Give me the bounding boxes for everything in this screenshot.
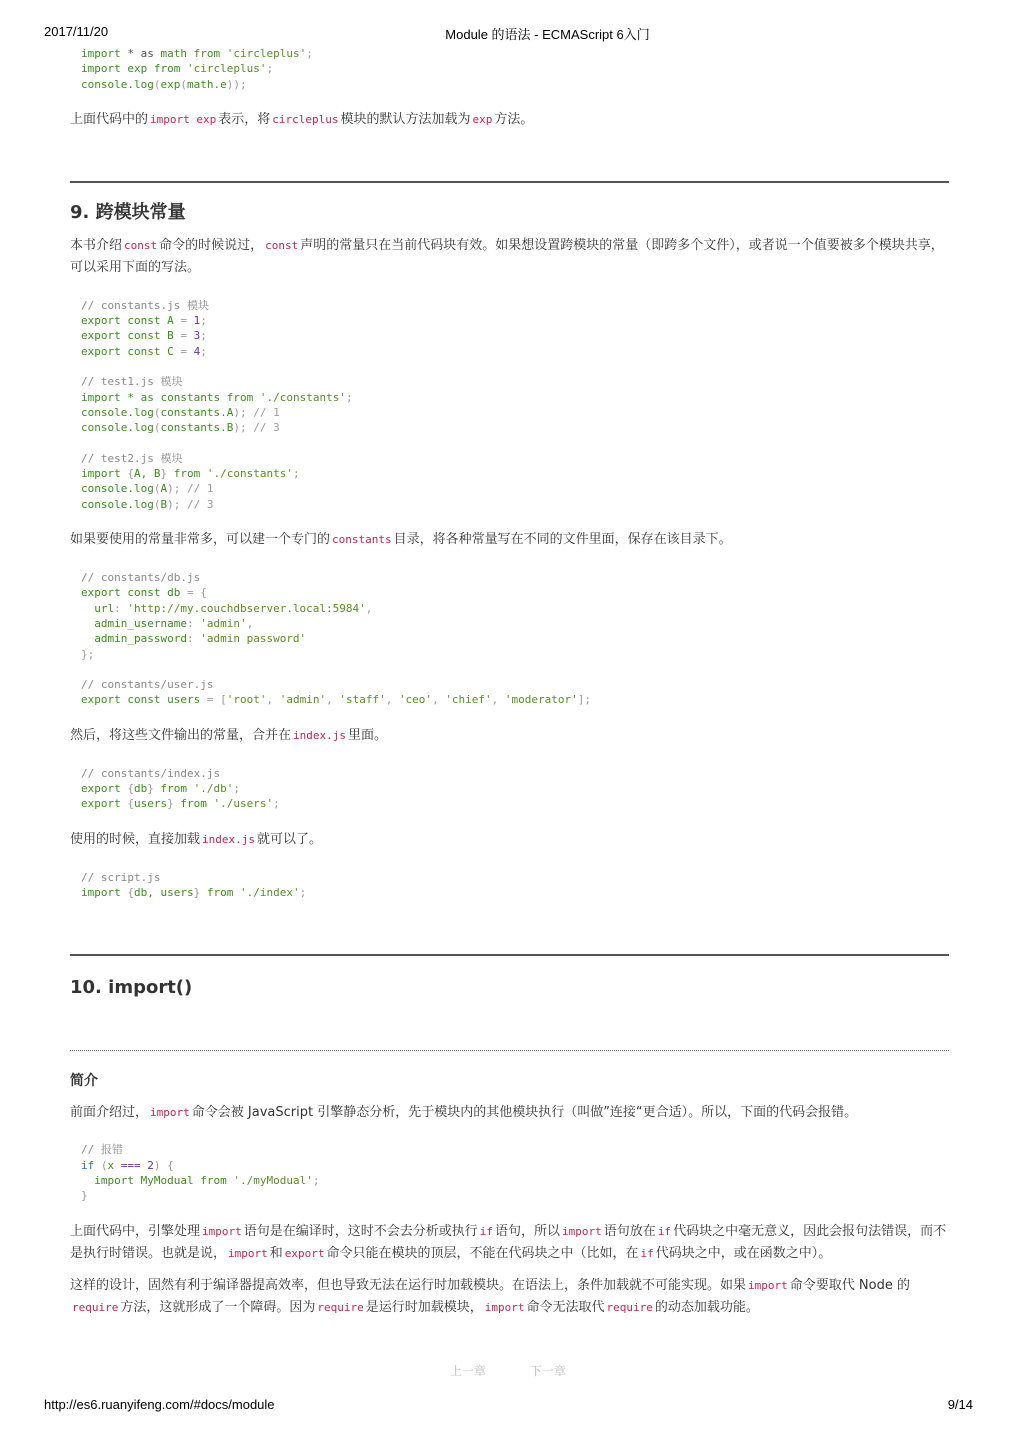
print-date: 2017/11/20	[44, 24, 109, 39]
code-block-script: // script.js import {db, users} from './index';	[81, 870, 307, 899]
section-divider	[70, 181, 949, 183]
paragraph-import-static: 前面介绍过， import 命令会被 JavaScript 引擎静态分析，先于模块内的其他模块执行（叫做”连接“更合适）。所以，下面的代码会报错。	[70, 1105, 858, 1121]
section-divider	[70, 954, 949, 956]
code-block-constants: // constants.js 模块 export const A = 1; export const B = 3; export const C = 4; // test1.js 模块 import * as constants from './constants'; console.log(constants.A); // 1 console.log(constants.B); // 3 // test2.js 模块 import {A, B} from './constants'; console.log(A); // 1 console.log(B); // 3	[81, 298, 353, 511]
paragraph-use-index: 使用的时候，直接加载 index.js 就可以了。	[70, 831, 323, 847]
subsection-divider	[70, 1050, 949, 1051]
code-block-import-exp: import * as math from 'circleplus'; import exp from 'circleplus'; console.log(exp(math.e));	[81, 47, 313, 91]
code-block-error: // 报错 if (x === 2) { import MyModual from './myModual'; }	[81, 1143, 320, 1203]
print-url: http://es6.ruanyifeng.com/#docs/module	[44, 1397, 275, 1412]
section-9-heading: 9. 跨模块常量	[70, 201, 186, 223]
print-title: Module 的语法 - ECMAScript 6入门	[445, 27, 650, 42]
print-header	[0, 24, 1018, 42]
page-number: 9/14	[947, 1397, 973, 1412]
next-chapter-link[interactable]: 下一章	[529, 1364, 566, 1378]
article-content	[70, 46, 949, 1319]
paragraph-constants-dir: 如果要使用的常量非常多，可以建一个专门的 constants 目录，将各种常量写在不同的文件里面，保存在该目录下。	[70, 532, 732, 548]
paragraph-dynamic-load: 这样的设计，固然有利于编译器提高效率，但也导致无法在运行时加载模块。在语法上，条件加载就不可能实现。如果 import 命令要取代 Node 的require 方法，这就形成了一个障碍。因为 require 是运行时加载模块， import 命令无法取代 require 的动态加载功能。	[70, 1278, 910, 1316]
paragraph-cross-module: 本书介绍 const 命令的时候说过， const 声明的常量只在当前代码块有效。如果想设置跨模块的常量（即跨多个文件），或者说一个值要被多个模块共享，可以采用下面的写法。	[70, 237, 944, 275]
paragraph-merge-index: 然后，将这些文件输出的常量，合并在 index.js 里面。	[70, 727, 388, 743]
section-10-heading: 10. import()	[70, 977, 193, 999]
code-block-index: // constants/index.js export {db} from './db'; export {users} from './users';	[81, 766, 280, 811]
code-block-db-users: // constants/db.js export const db = { url: 'http://my.couchdbserver.local:5984', admin_username: 'admin', admin_password: 'admin password' }; // constants/user.js export const users = ['root', 'admin', 'staff', 'ceo', 'chief', 'moderator'];	[81, 571, 592, 707]
paragraph-compile-time: 上面代码中，引擎处理 import 语句是在编译时，这时不会去分析或执行 if 语句，所以 import 语句放在 if 代码块之中毫无意义，因此会报句法错误，而不是执行时错误。也就是说， import 和 export 命令只能在模块的顶层，不能在代码块之中（比如，在 if 代码块之中，或在函数之中）。	[70, 1224, 947, 1262]
subsection-intro-heading: 简介	[70, 1073, 98, 1090]
paragraph-import-exp: 上面代码中的 import exp 表示，将 circleplus 模块的默认方法加载为 exp 方法。	[70, 111, 534, 127]
chapter-nav	[450, 1362, 606, 1379]
prev-chapter-link[interactable]: 上一章	[450, 1364, 487, 1378]
